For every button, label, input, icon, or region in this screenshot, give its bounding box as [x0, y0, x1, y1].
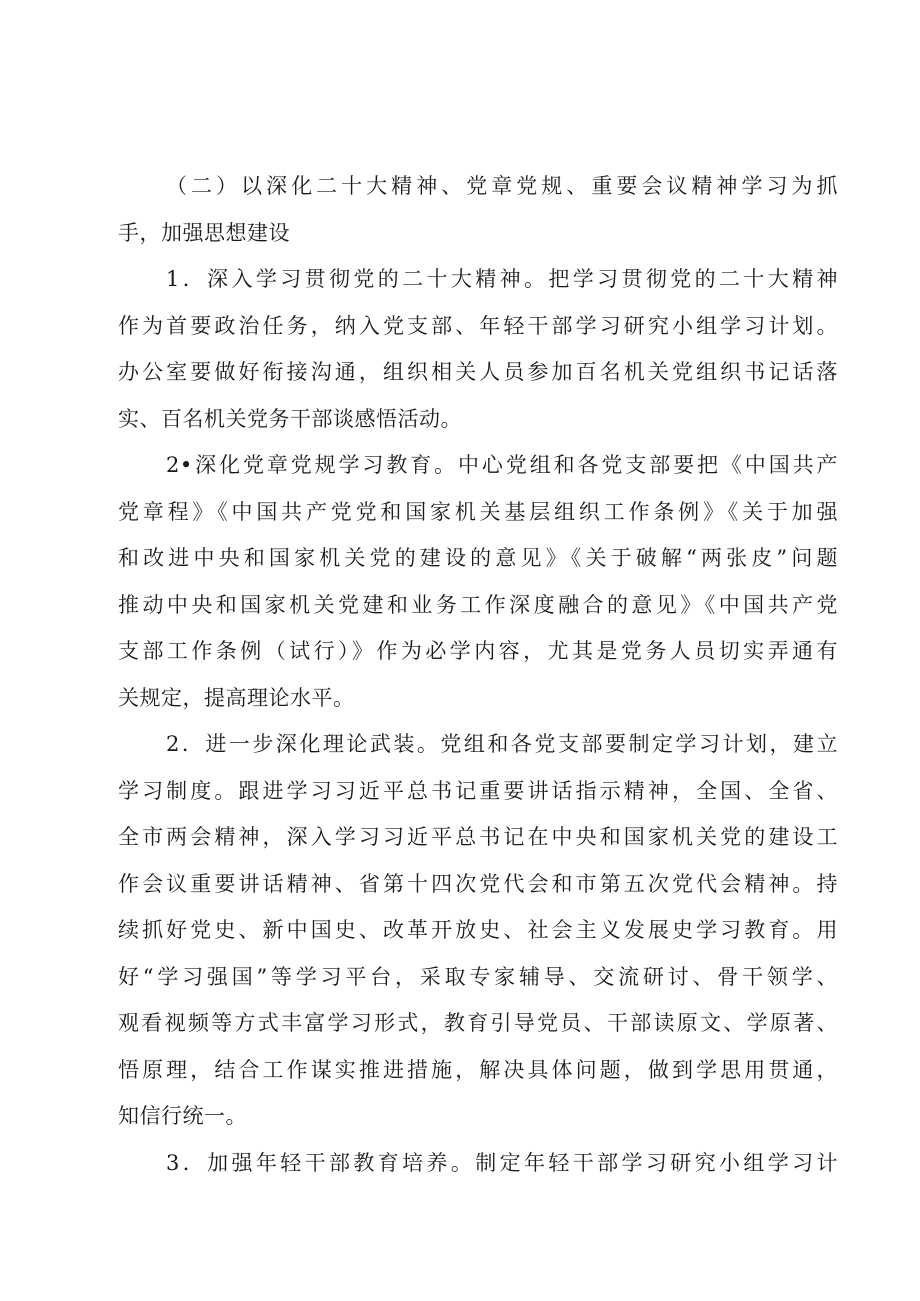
paragraph-item-1 [118, 256, 838, 442]
paragraph-line: 作会议重要讲话精神、省第十四次党代会和市第五次党代会精神。持 [118, 871, 838, 896]
paragraph-line: 作为首要政治任务，纳入党支部、年轻干部学习研究小组学习计划。 [118, 313, 838, 338]
paragraph-line: 2．进一步深化理论武装。党组和各党支部要制定学习计划，建立 [166, 732, 838, 756]
paragraph-item-2a [118, 442, 838, 721]
paragraph-item-2b [118, 721, 838, 1140]
paragraph-line: 全市两会精神，深入学习习近平总书记在中央和国家机关党的建设工 [118, 825, 838, 849]
paragraph-line: 学习制度。跟进学习习近平总书记重要讲话指示精神，全国、全省、 [118, 778, 838, 803]
paragraph-line: 手，加强思想建设 [118, 220, 290, 245]
paragraph-line: 推动中央和国家机关党建和业务工作深度融合的意见》《中国共产党 [118, 592, 838, 617]
paragraph-line: 知信行统一。 [118, 1104, 247, 1128]
paragraph-line: 和改进中央和国家机关党的建设的意见》《关于破解“两张皮”问题 [118, 546, 838, 570]
paragraph-line: 好“学习强国”等学习平台，采取专家辅导、交流研讨、骨干领学、 [118, 964, 838, 989]
paragraph-line: 党章程》《中国共产党党和国家机关基层组织工作条例》《关于加强 [118, 499, 838, 524]
paragraph-line: 1．深入学习贯彻党的二十大精神。把学习贯彻党的二十大精神 [166, 267, 838, 291]
paragraph-line: 关规定，提高理论水平。 [118, 685, 355, 710]
paragraph-line: 悟原理，结合工作谋实推进措施，解决具体问题，做到学思用贯通， [118, 1057, 838, 1082]
paragraph-line: 支部工作条例（试行）》作为必学内容，尤其是党务人员切实弄通有 [118, 639, 838, 663]
document-body [118, 163, 838, 1186]
paragraph-item-3 [118, 1140, 838, 1187]
paragraph-line: 办公室要做好衔接沟通，组织相关人员参加百名机关党组织书记话落 [118, 360, 838, 384]
paragraph-line: 2•深化党章党规学习教育。中心党组和各党支部要把《中国共产 [166, 453, 838, 477]
paragraph-line: 3．加强年轻干部教育培养。制定年轻干部学习研究小组学习计 [166, 1150, 838, 1175]
paragraph-line: （二）以深化二十大精神、党章党规、重要会议精神学习为抓 [166, 174, 838, 198]
paragraph-line: 实、百名机关党务干部谈感悟活动。 [118, 406, 462, 431]
section-heading [118, 163, 838, 256]
paragraph-line: 观看视频等方式丰富学习形式，教育引导党员、干部读原文、学原著、 [118, 1011, 838, 1035]
paragraph-line: 续抓好党史、新中国史、改革开放史、社会主义发展史学习教育。用 [118, 918, 838, 942]
